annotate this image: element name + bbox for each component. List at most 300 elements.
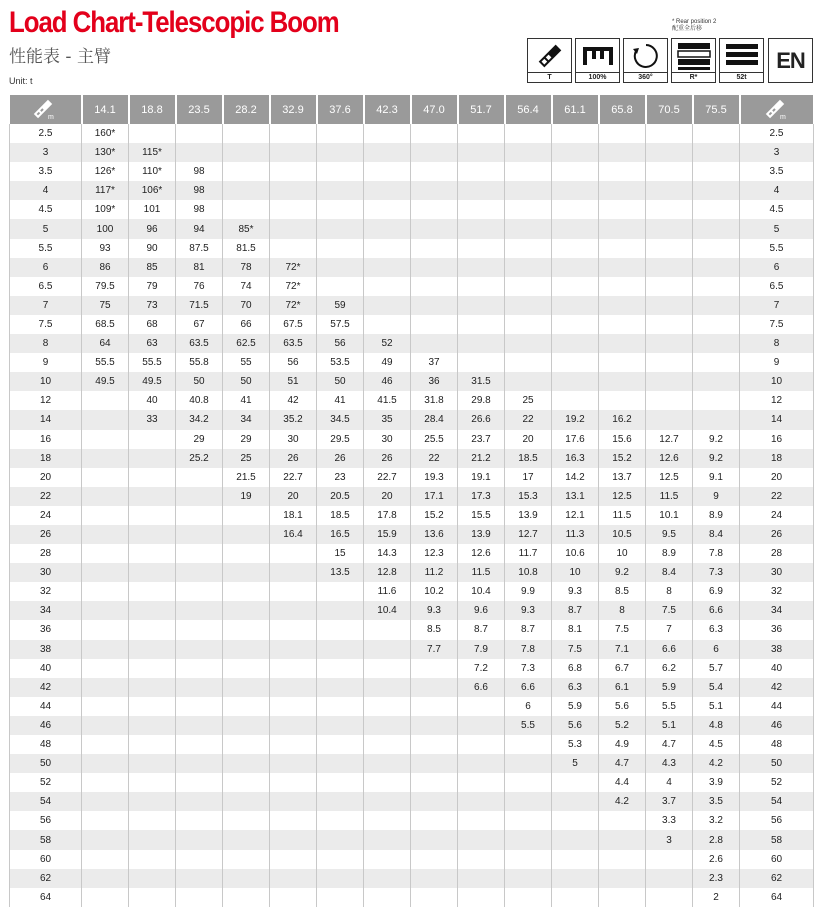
load-cell [646, 296, 693, 315]
load-cell [270, 678, 317, 697]
load-cell: 13.7 [599, 468, 646, 487]
load-cell [270, 563, 317, 582]
table-row [10, 239, 814, 258]
load-cell [82, 468, 129, 487]
load-cell [364, 678, 411, 697]
load-cell [176, 678, 223, 697]
radius-cell: 24 [10, 506, 82, 525]
load-cell: 8 [599, 601, 646, 620]
load-cell [176, 544, 223, 563]
load-cell [552, 773, 599, 792]
load-cell [364, 315, 411, 334]
load-cell: 55.5 [82, 353, 129, 372]
load-cell [317, 697, 364, 716]
load-cell [505, 200, 552, 219]
load-cell [458, 296, 505, 315]
load-cell [176, 888, 223, 907]
radius-cell-right: 58 [740, 830, 814, 849]
radius-cell-right: 8 [740, 334, 814, 353]
load-cell: 18.5 [317, 506, 364, 525]
load-cell: 15.9 [364, 525, 411, 544]
load-cell [223, 124, 270, 143]
boom-length-header: 14.1 [82, 95, 129, 124]
radius-cell: 38 [10, 640, 82, 659]
load-cell [458, 792, 505, 811]
load-cell [223, 544, 270, 563]
load-cell: 20.5 [317, 487, 364, 506]
load-cell [552, 334, 599, 353]
load-cell: 4.4 [599, 773, 646, 792]
radius-cell: 22 [10, 487, 82, 506]
load-cell [129, 582, 176, 601]
load-cell [82, 487, 129, 506]
load-cell [599, 315, 646, 334]
load-cell: 6.7 [599, 659, 646, 678]
table-row [10, 200, 814, 219]
load-cell: 2.3 [693, 869, 740, 888]
load-cell: 52 [364, 334, 411, 353]
load-cell: 4.2 [599, 792, 646, 811]
load-cell: 7.3 [693, 563, 740, 582]
load-cell: 6.6 [458, 678, 505, 697]
load-cell [552, 143, 599, 162]
load-cell: 7.3 [505, 659, 552, 678]
load-cell [599, 219, 646, 238]
load-cell: 87.5 [176, 239, 223, 258]
load-cell: 16.2 [599, 410, 646, 429]
load-cell [693, 181, 740, 200]
load-cell: 71.5 [176, 296, 223, 315]
table-row [10, 811, 814, 830]
load-cell [552, 792, 599, 811]
load-cell [82, 869, 129, 888]
load-cell [129, 678, 176, 697]
load-cell [82, 792, 129, 811]
load-cell [317, 620, 364, 639]
load-cell: 15.2 [411, 506, 458, 525]
config-label: 360° [624, 72, 667, 82]
load-cell: 25 [223, 449, 270, 468]
table-row [10, 601, 814, 620]
load-cell [411, 792, 458, 811]
config-label: 52t [720, 72, 763, 82]
load-cell [270, 620, 317, 639]
load-cell [364, 830, 411, 849]
radius-cell-right: 30 [740, 563, 814, 582]
load-cell [82, 449, 129, 468]
load-cell [176, 601, 223, 620]
boom-length-header: 18.8 [129, 95, 176, 124]
page-title: Load Chart-Telescopic Boom [9, 6, 339, 39]
table-row [10, 410, 814, 429]
load-cell [599, 811, 646, 830]
load-cell: 5.5 [646, 697, 693, 716]
load-cell: 9.2 [693, 430, 740, 449]
load-cell [317, 124, 364, 143]
load-cell [552, 181, 599, 200]
load-cell [129, 506, 176, 525]
radius-cell: 16 [10, 430, 82, 449]
load-cell [411, 697, 458, 716]
load-cell [505, 353, 552, 372]
load-cell [82, 601, 129, 620]
radius-cell-right: 22 [740, 487, 814, 506]
load-cell [82, 754, 129, 773]
load-cell [317, 640, 364, 659]
load-cell [364, 258, 411, 277]
load-cell [317, 277, 364, 296]
load-cell [317, 601, 364, 620]
table-row [10, 391, 814, 410]
load-cell: 41 [223, 391, 270, 410]
radius-cell: 6.5 [10, 277, 82, 296]
load-cell [599, 391, 646, 410]
config-label: 100% [576, 72, 619, 82]
load-cell: 160* [82, 124, 129, 143]
load-cell: 10.4 [458, 582, 505, 601]
config-label: R* [672, 72, 715, 82]
load-cell [223, 620, 270, 639]
load-cell [270, 830, 317, 849]
load-cell [317, 162, 364, 181]
load-cell [176, 659, 223, 678]
load-cell [552, 888, 599, 907]
load-cell: 19.3 [411, 468, 458, 487]
table-body [10, 124, 814, 907]
radius-cell: 14 [10, 410, 82, 429]
load-cell [270, 869, 317, 888]
load-cell: 21.2 [458, 449, 505, 468]
load-cell [599, 239, 646, 258]
load-cell [458, 697, 505, 716]
load-cell: 4.3 [646, 754, 693, 773]
load-cell [82, 697, 129, 716]
table-row [10, 697, 814, 716]
load-cell [364, 754, 411, 773]
load-cell [82, 525, 129, 544]
load-cell [599, 181, 646, 200]
load-cell: 11.3 [552, 525, 599, 544]
load-cell [599, 277, 646, 296]
table-row [10, 716, 814, 735]
radius-cell-right: 3.5 [740, 162, 814, 181]
load-cell: 9.9 [505, 582, 552, 601]
load-cell [411, 735, 458, 754]
load-cell [693, 372, 740, 391]
load-cell: 3.9 [693, 773, 740, 792]
load-cell [693, 258, 740, 277]
load-cell [646, 391, 693, 410]
load-cell: 5.3 [552, 735, 599, 754]
load-cell [411, 239, 458, 258]
load-cell: 11.2 [411, 563, 458, 582]
load-cell: 22 [505, 410, 552, 429]
load-cell: 5.5 [505, 716, 552, 735]
radius-cell-right: 18 [740, 449, 814, 468]
load-chart-table [9, 95, 815, 907]
radius-cell: 48 [10, 735, 82, 754]
radius-cell: 42 [10, 678, 82, 697]
load-cell: 55 [223, 353, 270, 372]
load-cell: 37 [411, 353, 458, 372]
load-cell: 72* [270, 277, 317, 296]
load-cell: 130* [82, 143, 129, 162]
table-row [10, 162, 814, 181]
load-cell [458, 277, 505, 296]
load-cell: 5.9 [646, 678, 693, 697]
load-cell [317, 830, 364, 849]
boom-length-header: 37.6 [317, 95, 364, 124]
load-cell: 20 [364, 487, 411, 506]
load-cell [317, 258, 364, 277]
load-cell [458, 735, 505, 754]
load-cell: 9.3 [411, 601, 458, 620]
load-cell: 2.6 [693, 850, 740, 869]
load-cell [505, 773, 552, 792]
load-cell: 10.2 [411, 582, 458, 601]
language-button[interactable]: EN [768, 38, 813, 83]
radius-cell-right: 56 [740, 811, 814, 830]
radius-cell: 12 [10, 391, 82, 410]
load-cell [505, 869, 552, 888]
load-cell: 41 [317, 391, 364, 410]
table-row [10, 525, 814, 544]
load-cell: 79 [129, 277, 176, 296]
load-cell: 10.6 [552, 544, 599, 563]
load-cell [364, 200, 411, 219]
load-cell [693, 353, 740, 372]
load-cell [176, 563, 223, 582]
radius-cell-right: 5 [740, 219, 814, 238]
load-cell [223, 811, 270, 830]
radius-cell-right: 36 [740, 620, 814, 639]
load-cell: 25.5 [411, 430, 458, 449]
load-cell: 17.1 [411, 487, 458, 506]
load-cell: 19.1 [458, 468, 505, 487]
load-cell [693, 162, 740, 181]
load-cell [505, 735, 552, 754]
load-cell: 35.2 [270, 410, 317, 429]
load-cell [458, 162, 505, 181]
load-cell [599, 353, 646, 372]
boom-length-header: 28.2 [223, 95, 270, 124]
load-cell [552, 296, 599, 315]
load-cell [458, 200, 505, 219]
table-row [10, 372, 814, 391]
table-row [10, 640, 814, 659]
load-cell [129, 563, 176, 582]
load-cell: 12.8 [364, 563, 411, 582]
load-cell: 34.2 [176, 410, 223, 429]
radius-cell-right: 64 [740, 888, 814, 907]
load-cell [364, 162, 411, 181]
load-cell [552, 850, 599, 869]
load-cell: 7.2 [458, 659, 505, 678]
load-cell [317, 869, 364, 888]
load-cell [552, 239, 599, 258]
svg-text:m: m [48, 113, 54, 121]
load-cell: 98 [176, 181, 223, 200]
load-cell [505, 143, 552, 162]
load-cell [129, 830, 176, 849]
load-cell: 9.2 [599, 563, 646, 582]
boom-length-header: 47.0 [411, 95, 458, 124]
load-cell [693, 124, 740, 143]
load-cell: 8.7 [505, 620, 552, 639]
load-cell: 6.8 [552, 659, 599, 678]
load-cell [364, 697, 411, 716]
load-cell [458, 869, 505, 888]
load-cell: 110* [129, 162, 176, 181]
load-cell [223, 792, 270, 811]
load-cell [411, 659, 458, 678]
boom-length-header: 70.5 [646, 95, 693, 124]
load-cell: 63.5 [176, 334, 223, 353]
load-cell [646, 372, 693, 391]
load-cell: 2.8 [693, 830, 740, 849]
load-cell [82, 716, 129, 735]
load-cell: 4.7 [599, 754, 646, 773]
load-cell: 98 [176, 200, 223, 219]
load-cell [646, 124, 693, 143]
load-cell [176, 754, 223, 773]
load-cell: 15.5 [458, 506, 505, 525]
load-cell [129, 888, 176, 907]
outrigger-icon [581, 43, 615, 69]
load-cell [270, 716, 317, 735]
load-cell: 4 [646, 773, 693, 792]
load-cell [270, 659, 317, 678]
radius-cell: 20 [10, 468, 82, 487]
load-cell: 10.8 [505, 563, 552, 582]
radius-cell-right: 4.5 [740, 200, 814, 219]
svg-text:m: m [779, 113, 786, 121]
load-cell [693, 410, 740, 429]
load-cell [505, 850, 552, 869]
radius-cell-right: 14 [740, 410, 814, 429]
radius-cell-right: 42 [740, 678, 814, 697]
load-cell [693, 334, 740, 353]
load-cell: 8.7 [552, 601, 599, 620]
load-cell: 98 [176, 162, 223, 181]
load-cell [176, 716, 223, 735]
radius-cell-right: 44 [740, 697, 814, 716]
table-row [10, 735, 814, 754]
load-cell: 46 [364, 372, 411, 391]
load-cell [317, 811, 364, 830]
load-cell [223, 754, 270, 773]
load-cell: 8.5 [411, 620, 458, 639]
load-cell [411, 143, 458, 162]
load-cell [317, 200, 364, 219]
load-cell [552, 219, 599, 238]
load-cell [646, 334, 693, 353]
radius-cell-right: 2.5 [740, 124, 814, 143]
load-cell: 7.5 [599, 620, 646, 639]
load-cell [646, 143, 693, 162]
load-cell [270, 735, 317, 754]
config-outrigger [575, 38, 620, 83]
load-cell [317, 754, 364, 773]
load-cell: 63 [129, 334, 176, 353]
load-cell [317, 582, 364, 601]
load-cell [505, 811, 552, 830]
load-cell: 29.8 [458, 391, 505, 410]
load-cell [223, 181, 270, 200]
radius-cell: 34 [10, 601, 82, 620]
load-cell [223, 162, 270, 181]
load-cell [458, 773, 505, 792]
radius-cell: 40 [10, 659, 82, 678]
load-cell: 40.8 [176, 391, 223, 410]
load-cell: 50 [317, 372, 364, 391]
load-cell: 126* [82, 162, 129, 181]
load-cell: 5.1 [646, 716, 693, 735]
load-cell: 4.5 [693, 735, 740, 754]
boom-length-header: 75.5 [693, 95, 740, 124]
boom-length-header: 42.3 [364, 95, 411, 124]
load-cell [364, 888, 411, 907]
load-cell [458, 888, 505, 907]
load-cell [176, 850, 223, 869]
config-counterweight [719, 38, 764, 83]
config-telescopic [527, 38, 572, 83]
load-cell [505, 162, 552, 181]
load-cell [176, 620, 223, 639]
load-cell [693, 315, 740, 334]
load-cell: 16.4 [270, 525, 317, 544]
load-cell [505, 372, 552, 391]
load-cell: 7.5 [646, 601, 693, 620]
load-cell: 12.7 [505, 525, 552, 544]
load-cell: 5.6 [599, 697, 646, 716]
load-cell: 10.5 [599, 525, 646, 544]
boom-radius-icon [764, 99, 790, 121]
load-cell [505, 181, 552, 200]
load-cell: 9 [693, 487, 740, 506]
load-cell [646, 200, 693, 219]
load-cell: 50 [176, 372, 223, 391]
header-row [10, 95, 814, 124]
radius-cell-right: 7 [740, 296, 814, 315]
radius-cell: 5.5 [10, 239, 82, 258]
load-cell [176, 640, 223, 659]
load-cell: 8.4 [693, 525, 740, 544]
load-cell: 13.5 [317, 563, 364, 582]
load-cell [82, 850, 129, 869]
load-cell [82, 391, 129, 410]
radius-cell-right: 26 [740, 525, 814, 544]
load-cell: 16.5 [317, 525, 364, 544]
table-row [10, 296, 814, 315]
load-cell: 70 [223, 296, 270, 315]
load-cell: 8.4 [646, 563, 693, 582]
load-cell [129, 811, 176, 830]
boom-length-header: 23.5 [176, 95, 223, 124]
load-cell: 28.4 [411, 410, 458, 429]
load-cell [646, 181, 693, 200]
load-cell [223, 640, 270, 659]
radius-cell-right: 3 [740, 143, 814, 162]
load-cell [646, 869, 693, 888]
load-cell [176, 525, 223, 544]
table-row [10, 582, 814, 601]
table-row [10, 659, 814, 678]
radius-cell: 3 [10, 143, 82, 162]
load-cell [411, 200, 458, 219]
table-row [10, 334, 814, 353]
radius-cell-right: 62 [740, 869, 814, 888]
